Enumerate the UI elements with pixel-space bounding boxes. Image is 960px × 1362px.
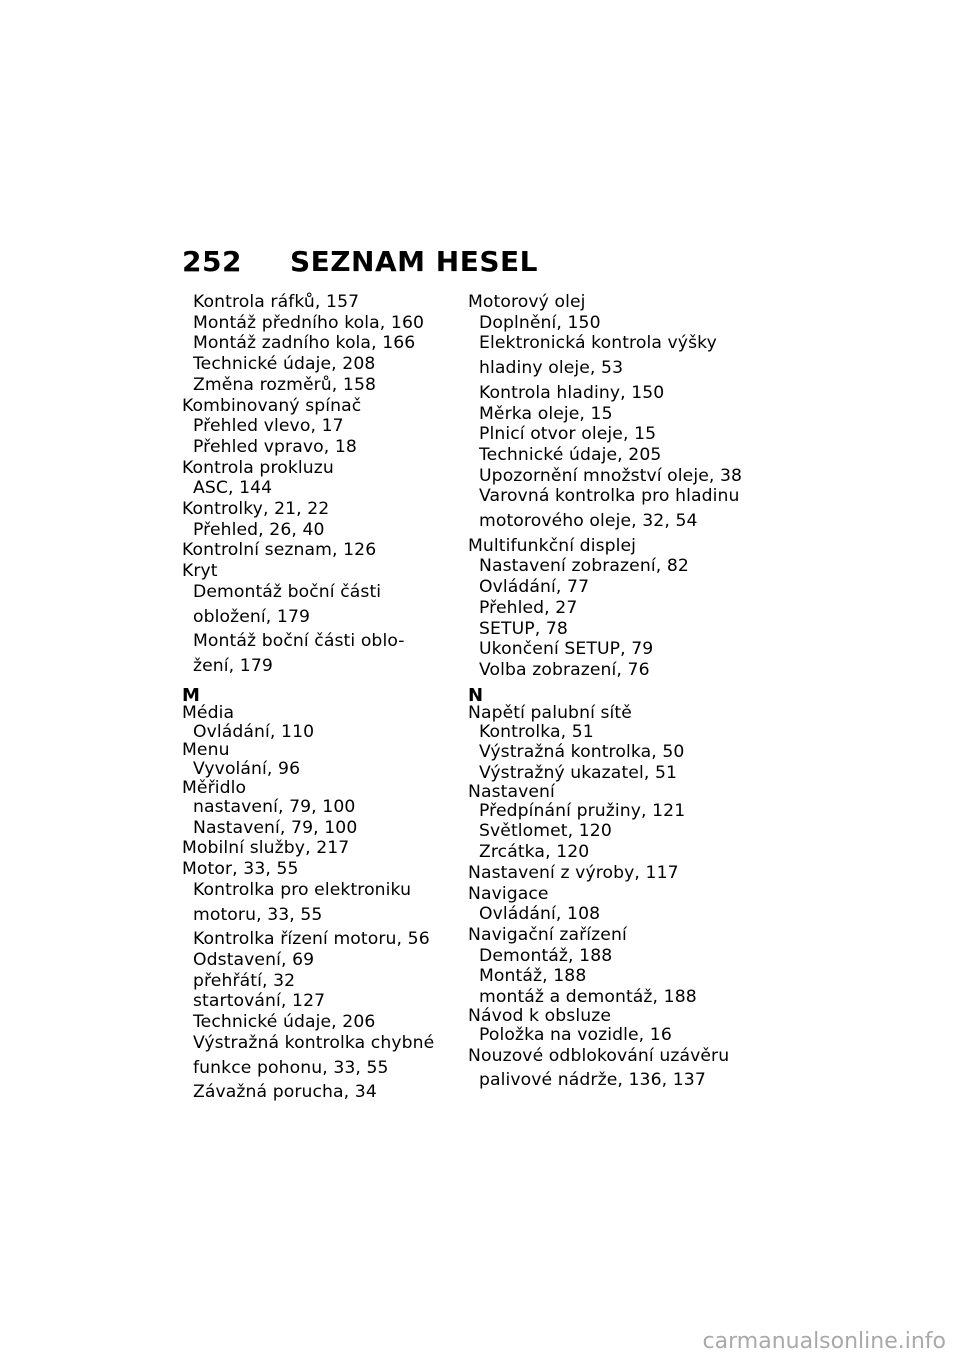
index-subentry: Výstražná kontrolka chybné (193, 1032, 435, 1053)
watermark: carmanualsonline.info (702, 1329, 946, 1354)
index-subentry: Plnicí otvor oleje, 15 (479, 424, 657, 445)
index-entry: Motorový olej (468, 292, 586, 312)
index-subentry: Montáž boční části oblo- (193, 631, 405, 652)
index-subentry: SETUP, 78 (479, 618, 568, 639)
index-subentry: Technické údaje, 208 (193, 354, 376, 375)
index-subentry: Montáž předního kola, 160 (193, 312, 425, 333)
index-subentry: Technické údaje, 205 (479, 444, 662, 465)
index-column-right (468, 292, 758, 1095)
page-title: SEZNAM HESEL (289, 244, 538, 278)
index-entry: Navigace (468, 883, 549, 904)
index-subentry: Ovládání, 110 (193, 721, 315, 742)
index-entry: Motor, 33, 55 (182, 859, 299, 880)
index-entry: Menu (182, 740, 230, 761)
index-entry: Návod k obsluze (468, 1005, 612, 1026)
index-subentry: Ovládání, 108 (479, 904, 601, 925)
index-subentry: Vyvolání, 96 (193, 759, 301, 780)
index-subentry: Kontrola hladiny, 150 (479, 382, 665, 403)
index-entry: Kryt (182, 561, 218, 582)
index-subentry: palivové nádrže, 136, 137 (479, 1070, 706, 1091)
index-subentry: Přehled vlevo, 17 (193, 416, 344, 437)
index-subentry: Zrcátka, 120 (479, 842, 590, 863)
index-entry: Měřidlo (182, 778, 247, 799)
index-subentry: Předpínání pružiny, 121 (479, 800, 686, 821)
index-subentry: Ovládání, 77 (479, 577, 590, 598)
index-subentry: hladiny oleje, 53 (479, 358, 624, 379)
index-subentry: Upozornění množství oleje, 38 (479, 465, 743, 486)
index-entry: Kontrolní seznam, 126 (182, 540, 377, 561)
index-entry: Kombinovaný spínač (182, 395, 362, 416)
index-subentry: Položka na vozidle, 16 (479, 1024, 672, 1045)
index-entry: Multifunkční displej (468, 535, 637, 556)
index-subentry: Varovná kontrolka pro hladinu (479, 486, 740, 507)
index-letter-heading: M (182, 684, 201, 706)
index-subentry: Přehled, 26, 40 (193, 519, 325, 540)
index-subentry: Technické údaje, 206 (193, 1012, 376, 1033)
index-entry: Kontrola prokluzu (182, 457, 334, 478)
index-subentry: Kontrola ráfků, 157 (193, 292, 360, 312)
index-subentry: funkce pohonu, 33, 55 (193, 1057, 389, 1078)
page-number: 252 (182, 244, 242, 278)
page-header (182, 244, 538, 278)
index-subentry: obložení, 179 (193, 606, 311, 627)
index-entry: Nouzové odblokování uzávěru (468, 1045, 730, 1066)
index-subentry: montáž a demontáž, 188 (479, 987, 697, 1008)
index-subentry: Doplnění, 150 (479, 312, 601, 333)
index-entry: Napětí palubní sítě (468, 702, 632, 723)
index-entry: Nastavení (468, 781, 555, 802)
index-subentry: Odstavení, 69 (193, 949, 315, 970)
index-subentry: Nastavení zobrazení, 82 (479, 556, 689, 577)
index-subentry: Kontrolka řízení motoru, 56 (193, 929, 430, 950)
index-entry: Nastavení z výroby, 117 (468, 862, 679, 883)
index-subentry: Přehled vpravo, 18 (193, 436, 357, 457)
index-entry: Navigační zařízení (468, 924, 627, 945)
index-subentry: ASC, 144 (193, 478, 273, 499)
index-subentry: Elektronická kontrola výšky (479, 333, 717, 354)
index-subentry: Světlomet, 120 (479, 821, 612, 842)
index-subentry: Volba zobrazení, 76 (479, 659, 650, 680)
index-subentry: Montáž, 188 (479, 966, 587, 987)
index-subentry: žení, 179 (193, 655, 273, 676)
index-subentry: Demontáž, 188 (479, 945, 613, 966)
index-subentry: Výstražná kontrolka, 50 (479, 742, 685, 763)
index-subentry: Montáž zadního kola, 166 (193, 333, 416, 354)
index-subentry: Závažná porucha, 34 (193, 1082, 377, 1103)
index-subentry: Kontrolka, 51 (479, 721, 594, 742)
index-column-left (182, 292, 452, 1103)
index-subentry: motorového oleje, 32, 54 (479, 511, 698, 532)
index-letter-heading: N (468, 684, 484, 706)
index-entry: Mobilní služby, 217 (182, 838, 350, 859)
index-subentry: Měrka oleje, 15 (479, 403, 613, 424)
index-subentry: Změna rozměrů, 158 (193, 374, 377, 395)
index-subentry: nastavení, 79, 100 (193, 797, 356, 818)
index-subentry: startování, 127 (193, 991, 326, 1012)
index-subentry: Přehled, 27 (479, 597, 578, 618)
index-subentry: Kontrolka pro elektroniku (193, 879, 412, 900)
index-subentry: Demontáž boční části (193, 581, 382, 602)
index-subentry: motoru, 33, 55 (193, 904, 323, 925)
index-entry: Média (182, 702, 235, 723)
index-subentry: Výstražný ukazatel, 51 (479, 763, 678, 784)
index-subentry: přehřátí, 32 (193, 970, 296, 991)
index-subentry: Nastavení, 79, 100 (193, 817, 358, 838)
index-subentry: Ukončení SETUP, 79 (479, 639, 654, 660)
index-entry: Kontrolky, 21, 22 (182, 499, 330, 520)
